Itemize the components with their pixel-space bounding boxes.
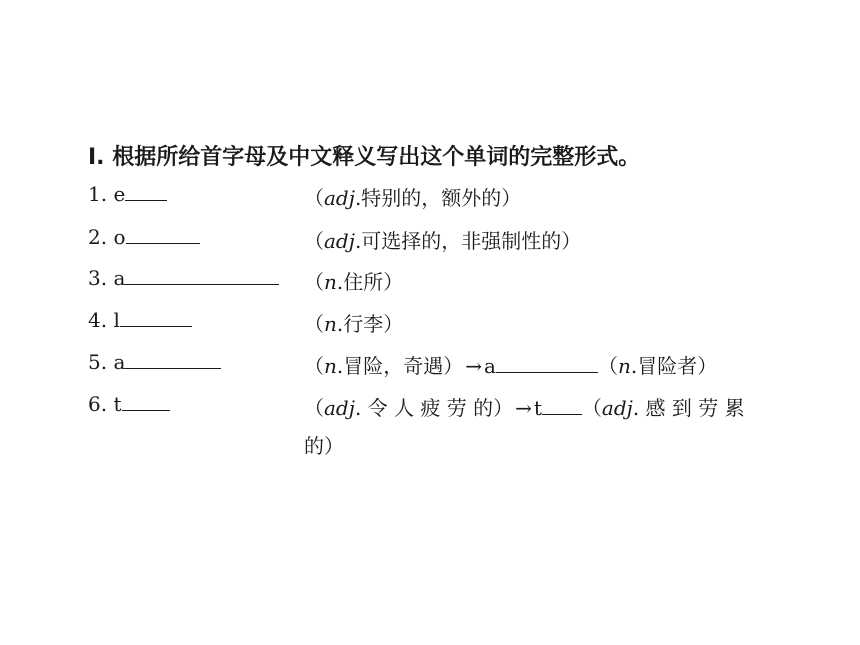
definition: （adj.特别的，额外的） xyxy=(304,186,522,210)
definition: （n.行李） xyxy=(304,312,404,336)
question-number: 2. o xyxy=(88,225,200,249)
definition: （n.住所） xyxy=(304,270,404,294)
question-number: 6. t xyxy=(88,392,170,416)
definition-continuation: 的） xyxy=(304,434,344,458)
question-number: 5. a xyxy=(88,350,221,374)
answer-blank[interactable] xyxy=(125,266,279,285)
question-number: 3. a xyxy=(88,266,279,290)
question-number: 4. l xyxy=(88,308,192,332)
answer-blank[interactable] xyxy=(120,308,192,327)
definition: （n.冒险，奇遇） → a （n.冒险者） xyxy=(304,354,718,378)
definition: （adj. 令 人 疲 劳 的） → t （adj. 感 到 劳 累 xyxy=(304,396,745,420)
answer-blank[interactable] xyxy=(542,396,582,415)
exercise-title: Ⅰ. 根据所给首字母及中文释义写出这个单词的完整形式。 xyxy=(88,145,641,170)
question-number: 1. e xyxy=(88,182,167,206)
answer-blank[interactable] xyxy=(122,392,170,411)
answer-blank[interactable] xyxy=(125,182,167,201)
arrow-right-icon: → xyxy=(465,354,483,378)
answer-blank[interactable] xyxy=(125,350,221,369)
definition: （adj.可选择的，非强制性的） xyxy=(304,229,582,253)
answer-blank[interactable] xyxy=(496,354,598,373)
answer-blank[interactable] xyxy=(126,225,200,244)
arrow-right-icon: → xyxy=(515,396,532,420)
